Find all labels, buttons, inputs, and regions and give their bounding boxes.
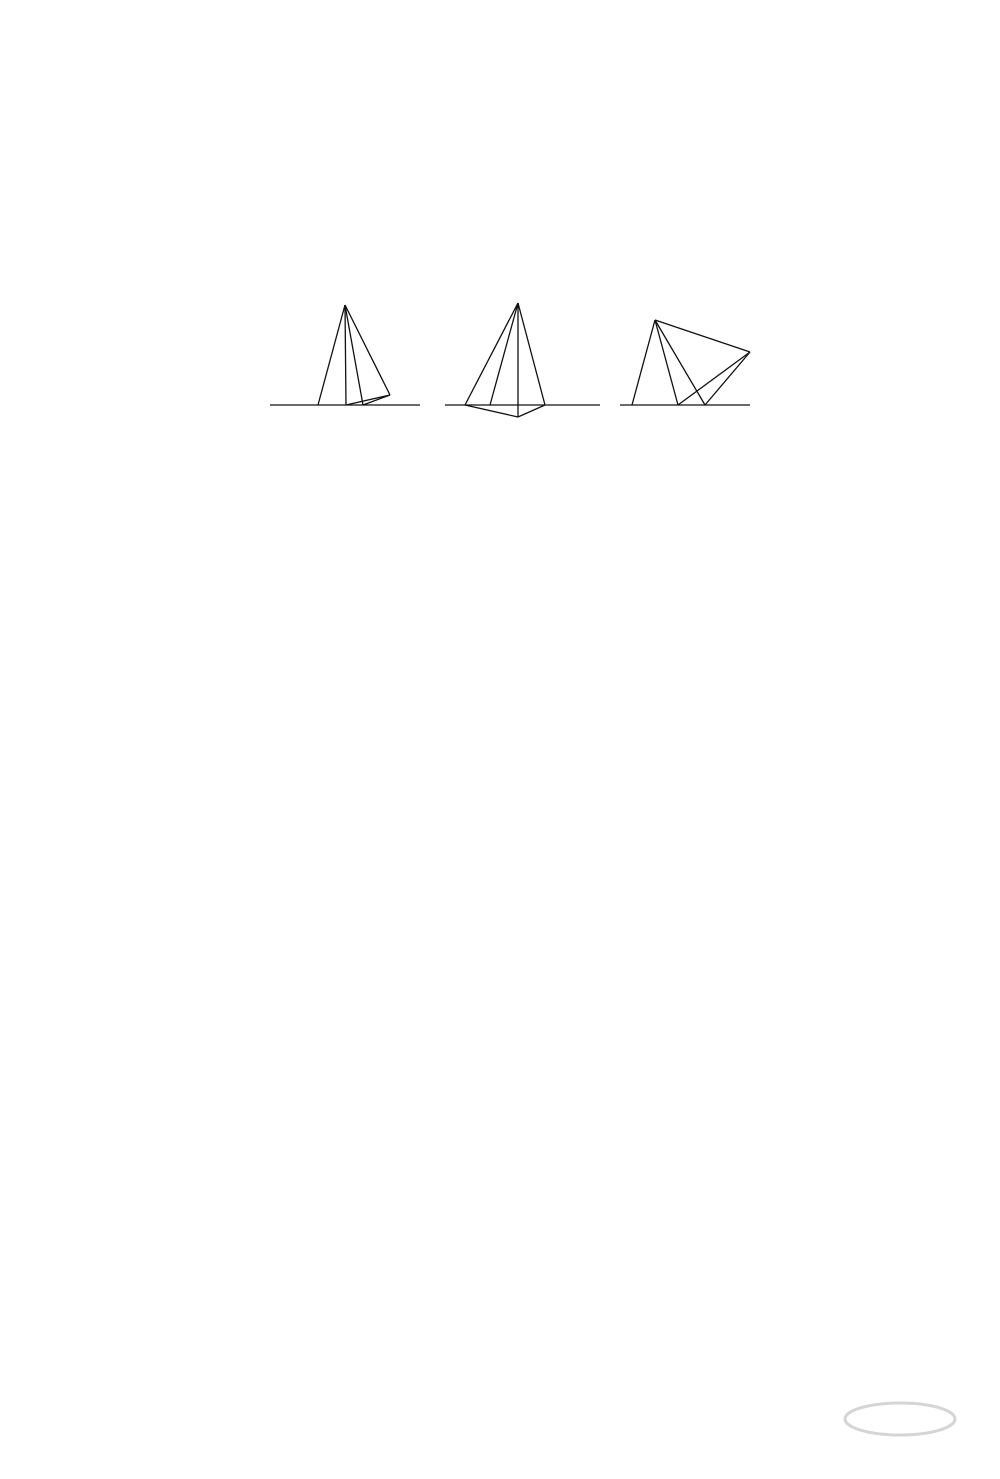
- figure-2: [445, 303, 600, 417]
- figure-1: [270, 305, 420, 405]
- geometry-figures: [260, 285, 760, 475]
- figure-3: [620, 320, 750, 405]
- watermark-logo: [830, 1397, 970, 1467]
